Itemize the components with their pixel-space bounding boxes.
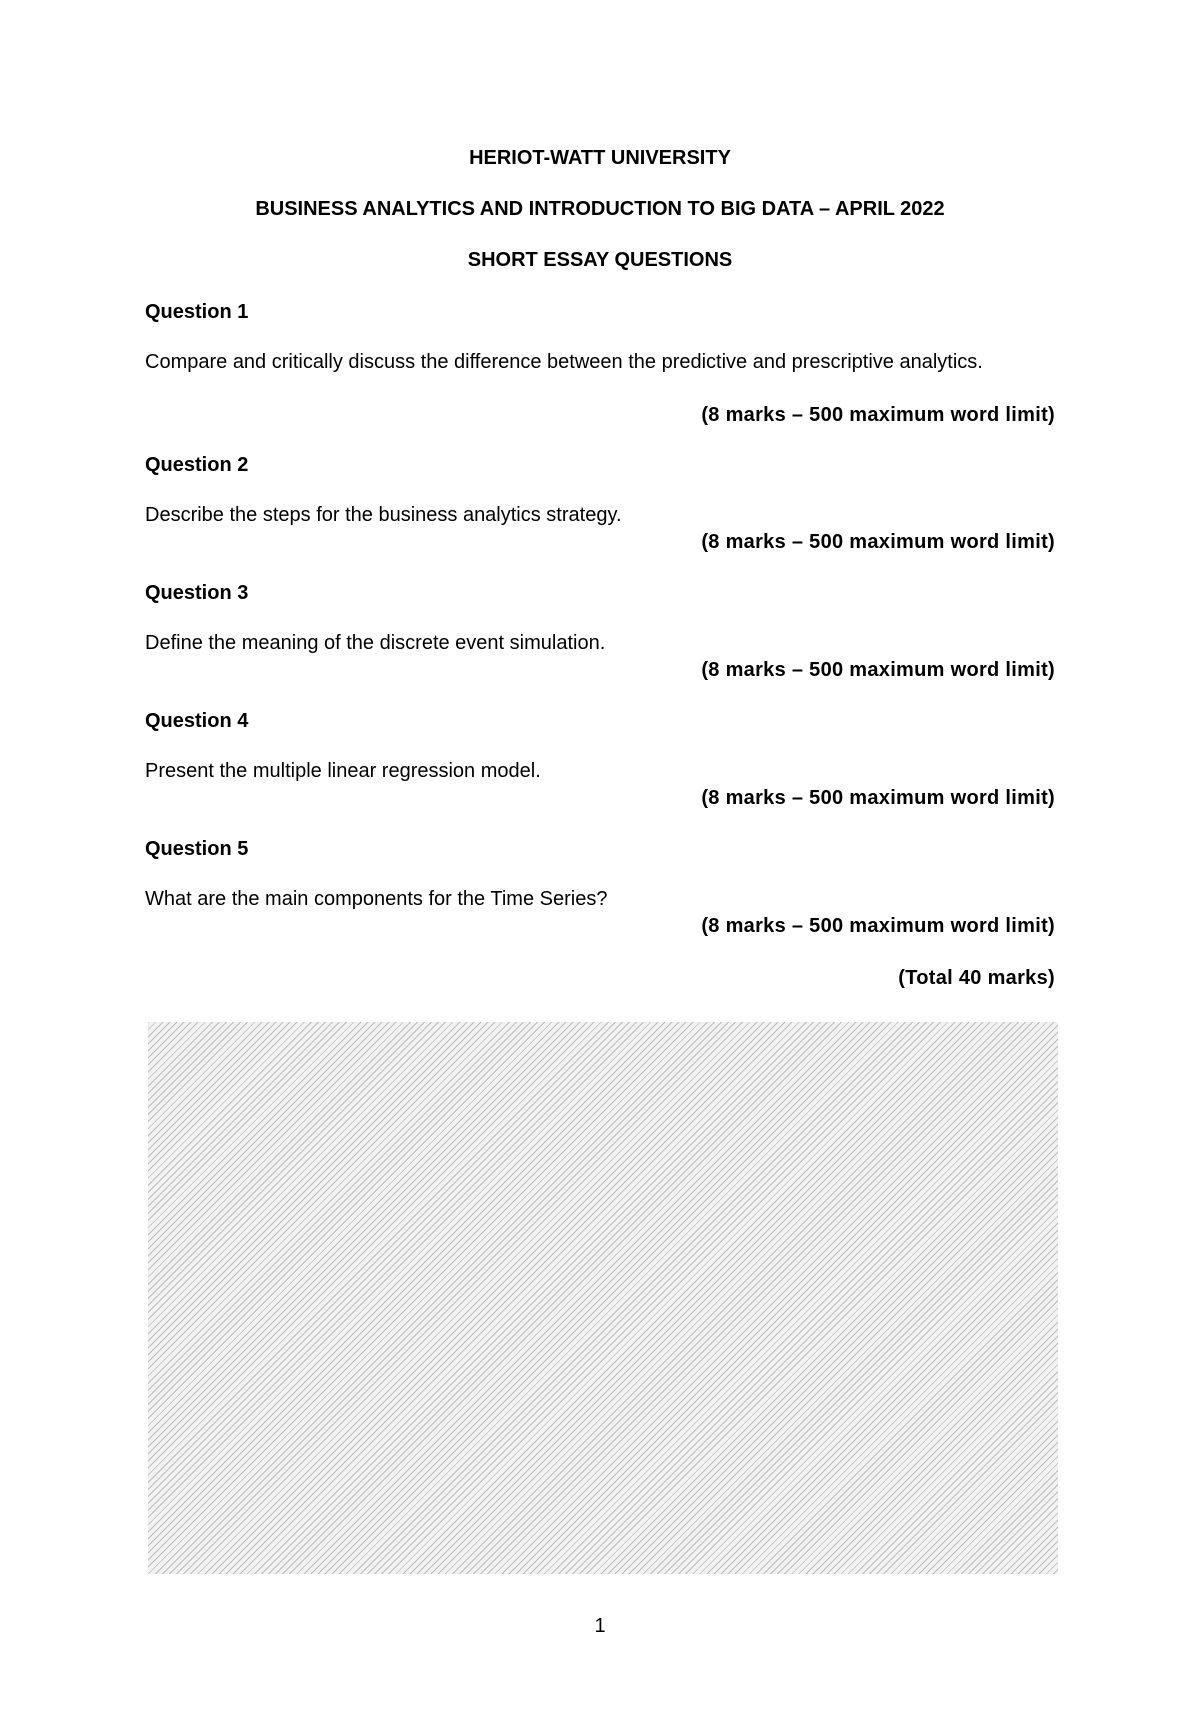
question-4-marks: (8 marks – 500 maximum word limit) — [701, 787, 1055, 809]
question-2-text: Describe the steps for the business analytics strategy. — [145, 504, 622, 526]
question-3-title: Question 3 — [145, 582, 249, 604]
question-1-title: Question 1 — [145, 301, 249, 323]
question-5-text: What are the main components for the Time Series? — [145, 888, 608, 910]
question-5-marks: (8 marks – 500 maximum word limit) — [701, 915, 1055, 937]
page-number: 1 — [594, 1615, 606, 1637]
question-4-text: Present the multiple linear regression model. — [145, 760, 541, 782]
hatched-placeholder-area — [148, 1022, 1058, 1574]
question-2-title: Question 2 — [145, 454, 249, 476]
course-title: BUSINESS ANALYTICS AND INTRODUCTION TO BIG DATA – APRIL 2022 — [255, 198, 945, 220]
question-1-text: Compare and critically discuss the difference between the predictive and prescriptive analytics. — [145, 351, 983, 373]
question-1-marks: (8 marks – 500 maximum word limit) — [701, 404, 1055, 426]
total-marks: (Total 40 marks) — [898, 967, 1055, 989]
question-3-text: Define the meaning of the discrete event simulation. — [145, 632, 606, 654]
question-4-title: Question 4 — [145, 710, 249, 732]
question-5-title: Question 5 — [145, 838, 249, 860]
university-title: HERIOT-WATT UNIVERSITY — [469, 147, 731, 169]
question-2-marks: (8 marks – 500 maximum word limit) — [701, 531, 1055, 553]
section-title: SHORT ESSAY QUESTIONS — [467, 249, 733, 271]
question-3-marks: (8 marks – 500 maximum word limit) — [701, 659, 1055, 681]
